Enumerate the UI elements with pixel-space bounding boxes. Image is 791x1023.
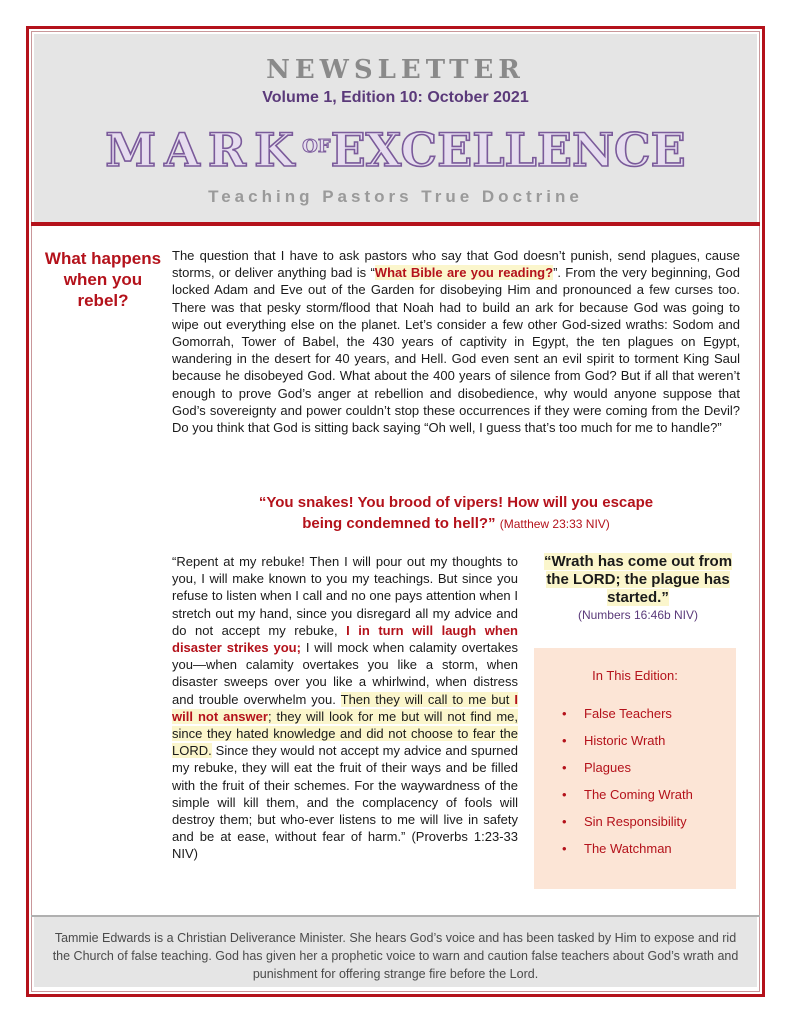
bullet-icon: • (562, 760, 567, 775)
sidebar-question: What happens when you rebel? (44, 249, 162, 310)
main-quote-line2: being condemned to hell?” (302, 515, 496, 532)
masthead (0, 123, 791, 177)
edition-box-title: In This Edition: (592, 668, 678, 683)
scripture-paragraph (172, 553, 518, 863)
edition-item (562, 705, 693, 732)
header-divider (31, 222, 760, 226)
in-this-edition-box (534, 648, 736, 889)
edition-item-label: False Teachers (584, 706, 672, 721)
intro-text-before: The question that I have to ask pastors who say that God doesn’t punish, send plagues, cause storms, or deliver anything bad is “ (172, 248, 740, 281)
scripture-yel2: ; they will look for me but will not find me, since they hated knowledge and did not choose to fear the LORD. (172, 708, 519, 759)
scripture-yel1: Then they will call to me but (340, 691, 515, 707)
tagline: Teaching Pastors True Doctrine (208, 187, 583, 206)
intro-highlight: What Bible are you reading? (374, 265, 554, 281)
scripture-red2: I will not answer (172, 691, 518, 724)
masthead-mark: MARK (105, 123, 303, 177)
edition-item (562, 759, 693, 786)
edition-item-label: The Watchman (584, 841, 672, 856)
edition-item (562, 786, 693, 813)
volume-edition: Volume 1, Edition 10: October 2021 (262, 89, 529, 106)
intro-paragraph (172, 247, 740, 436)
scripture-red1: I in turn will laugh when disaster strikes you; (172, 622, 518, 656)
newsletter-label: NEWSLETTER (266, 55, 525, 85)
edition-item (562, 840, 693, 867)
bullet-icon: • (562, 706, 567, 721)
edition-item-label: Plagues (584, 760, 631, 775)
bullet-icon: • (562, 787, 567, 802)
bullet-icon: • (562, 733, 567, 748)
edition-item-label: Sin Responsibility (584, 814, 687, 829)
scripture-part2: I will mock when calamity overtakes you—when calamity overtakes you like a storm, when disaster sweeps over you like a whirlwind, when distress and trouble overwhelm you. (172, 640, 518, 707)
pull-quote-text: “Wrath has come out from the LORD; the plague has started.” (543, 553, 733, 606)
bullet-icon: • (562, 814, 567, 829)
main-quote-ref: (Matthew 23:33 NIV) (499, 517, 610, 531)
bullet-icon: • (562, 841, 567, 856)
intro-text-after: ”. From the very beginning, God locked Adam and Eve out of the Garden for disobeying Him and pronounced a few curses too. There was that pesky storm/flood that Noah had to build an ark for because God was going to wipe out everything else on the planet. Let’s consider a few other God-sized wraths: Sodom and Gomorrah, Tower of Babel, the 430 years of captivity in Egypt, the ten plagues on Egypt, wandering in the desert for 40 years, and Hell. God even sent an evil spirit to torment King Saul because he disobeyed God. What about the 400 years of silence from God? But if all that weren’t enough to prove God’s anger at rebellion and disobedience, why would anyone suppose that God’s sovereignty and power couldn’t stop these occurrences if they were coming from the Devil? Do you think that God is sitting back saying “Oh well, I guess that’s too much for me to handle?” (172, 265, 741, 436)
edition-item-label: Historic Wrath (584, 733, 666, 748)
edition-item (562, 813, 693, 840)
pull-quote-ref: (Numbers 16:46b NIV) (577, 608, 699, 622)
gods-wrath-vertical-title (54, 315, 144, 889)
scripture-part1: “Repent at my rebuke! Then I will pour out my thoughts to you, I will make known to you my teachings. But since you refuse to listen when I call and no one pays attention when I stretch out my hand, since you disregard all my advice and do not accept my rebuke, (172, 554, 518, 638)
main-quote-line1: “You snakes! You brood of vipers! How will you escape (258, 494, 654, 511)
edition-item-label: The Coming Wrath (584, 787, 693, 802)
edition-item (562, 732, 693, 759)
scripture-part3: Since they would not accept my advice and spurned my rebuke, they will eat the fruit of their ways and be filled with the fruit of their schemes. For the waywardness of the simple will kill them, and the complacency of fools will destroy them; but who-ever listens to me will live in safety and be at ease, without fear of harm.” (Proverbs 1:23-33 NIV) (172, 743, 518, 862)
pull-quote (538, 553, 738, 607)
edition-list (562, 705, 693, 867)
author-bio: Tammie Edwards is a Christian Deliverance Minister. She hears God’s voice and has been tasked by Him to expose and rid the Church of false teaching. God has given her a prophetic voice to warn and caution false teachers about God’s wrath and punishment for offering strange fire before the Lord. (52, 931, 739, 981)
masthead-excellence: EXCELLENCE (330, 123, 686, 177)
main-quote (172, 492, 740, 535)
masthead-of: OF (302, 136, 331, 157)
